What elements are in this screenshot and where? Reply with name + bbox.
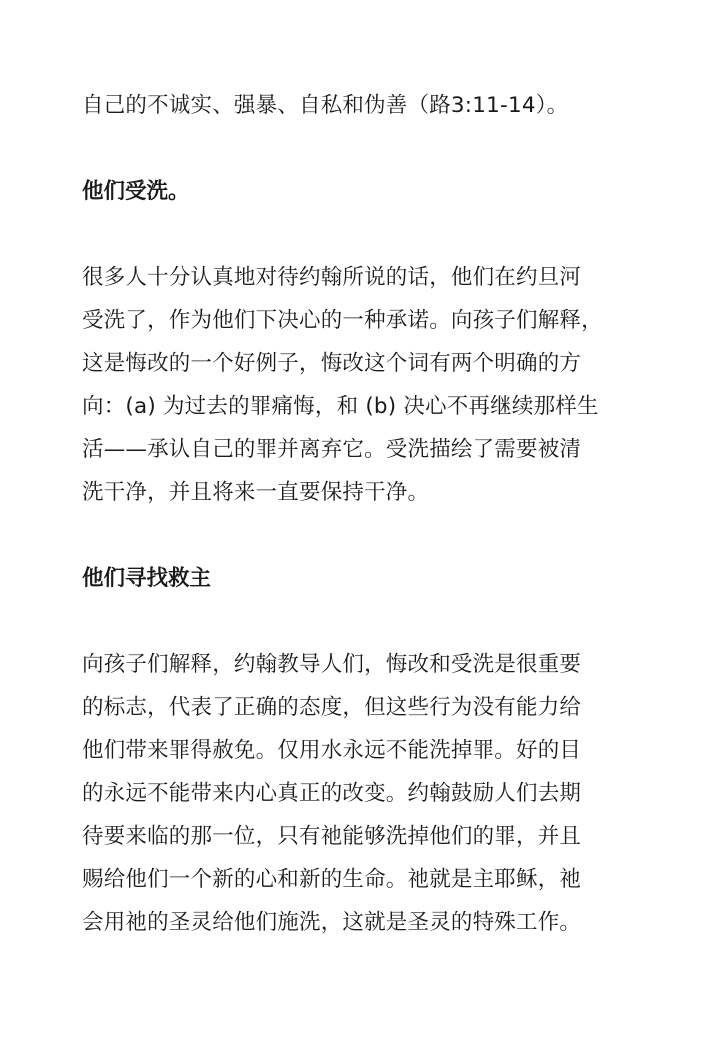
paragraph-savior <box>82 643 642 944</box>
text-line: 会用祂的圣灵给他们施洗，这就是圣灵的特殊工作。 <box>82 910 582 935</box>
text-line: 洗干净，并且将来一直要保持干净。 <box>82 480 430 505</box>
paragraph-baptism <box>82 256 642 514</box>
text-line: 的永远不能带来内心真正的改变。约翰鼓励人们去期 <box>82 781 582 806</box>
text-line: 他们带来罪得赦免。仅用水永远不能洗掉罪。好的目 <box>82 738 582 763</box>
text-line: 赐给他们一个新的心和新的生命。祂就是主耶稣，祂 <box>82 867 582 892</box>
text-line: 的标志，代表了正确的态度，但这些行为没有能力给 <box>82 695 582 720</box>
paragraph-intro <box>82 84 642 127</box>
text-line: 很多人十分认真地对待约翰所说的话，他们在约旦河 <box>82 265 582 290</box>
text-line: 活——承认自己的罪并离弃它。受洗描绘了需要被清 <box>82 437 582 462</box>
heading-baptized: 他们受洗。 <box>82 179 190 204</box>
document-page <box>82 84 642 944</box>
heading-seek-savior: 他们寻找救主 <box>82 566 212 591</box>
text-line: 向：(a) 为过去的罪痛悔，和 (b) 决心不再继续那样生 <box>82 394 599 419</box>
text-line: 向孩子们解释，约翰教导人们，悔改和受洗是很重要 <box>82 652 582 677</box>
text-line: 这是悔改的一个好例子，悔改这个词有两个明确的方 <box>82 351 582 376</box>
text-line: 受洗了，作为他们下决心的一种承诺。向孩子们解释， <box>82 308 603 333</box>
text-line: 待要来临的那一位，只有祂能够洗掉他们的罪，并且 <box>82 824 582 849</box>
text-line: 自己的不诚实、强暴、自私和伪善（路3:11-14）。 <box>82 93 569 118</box>
